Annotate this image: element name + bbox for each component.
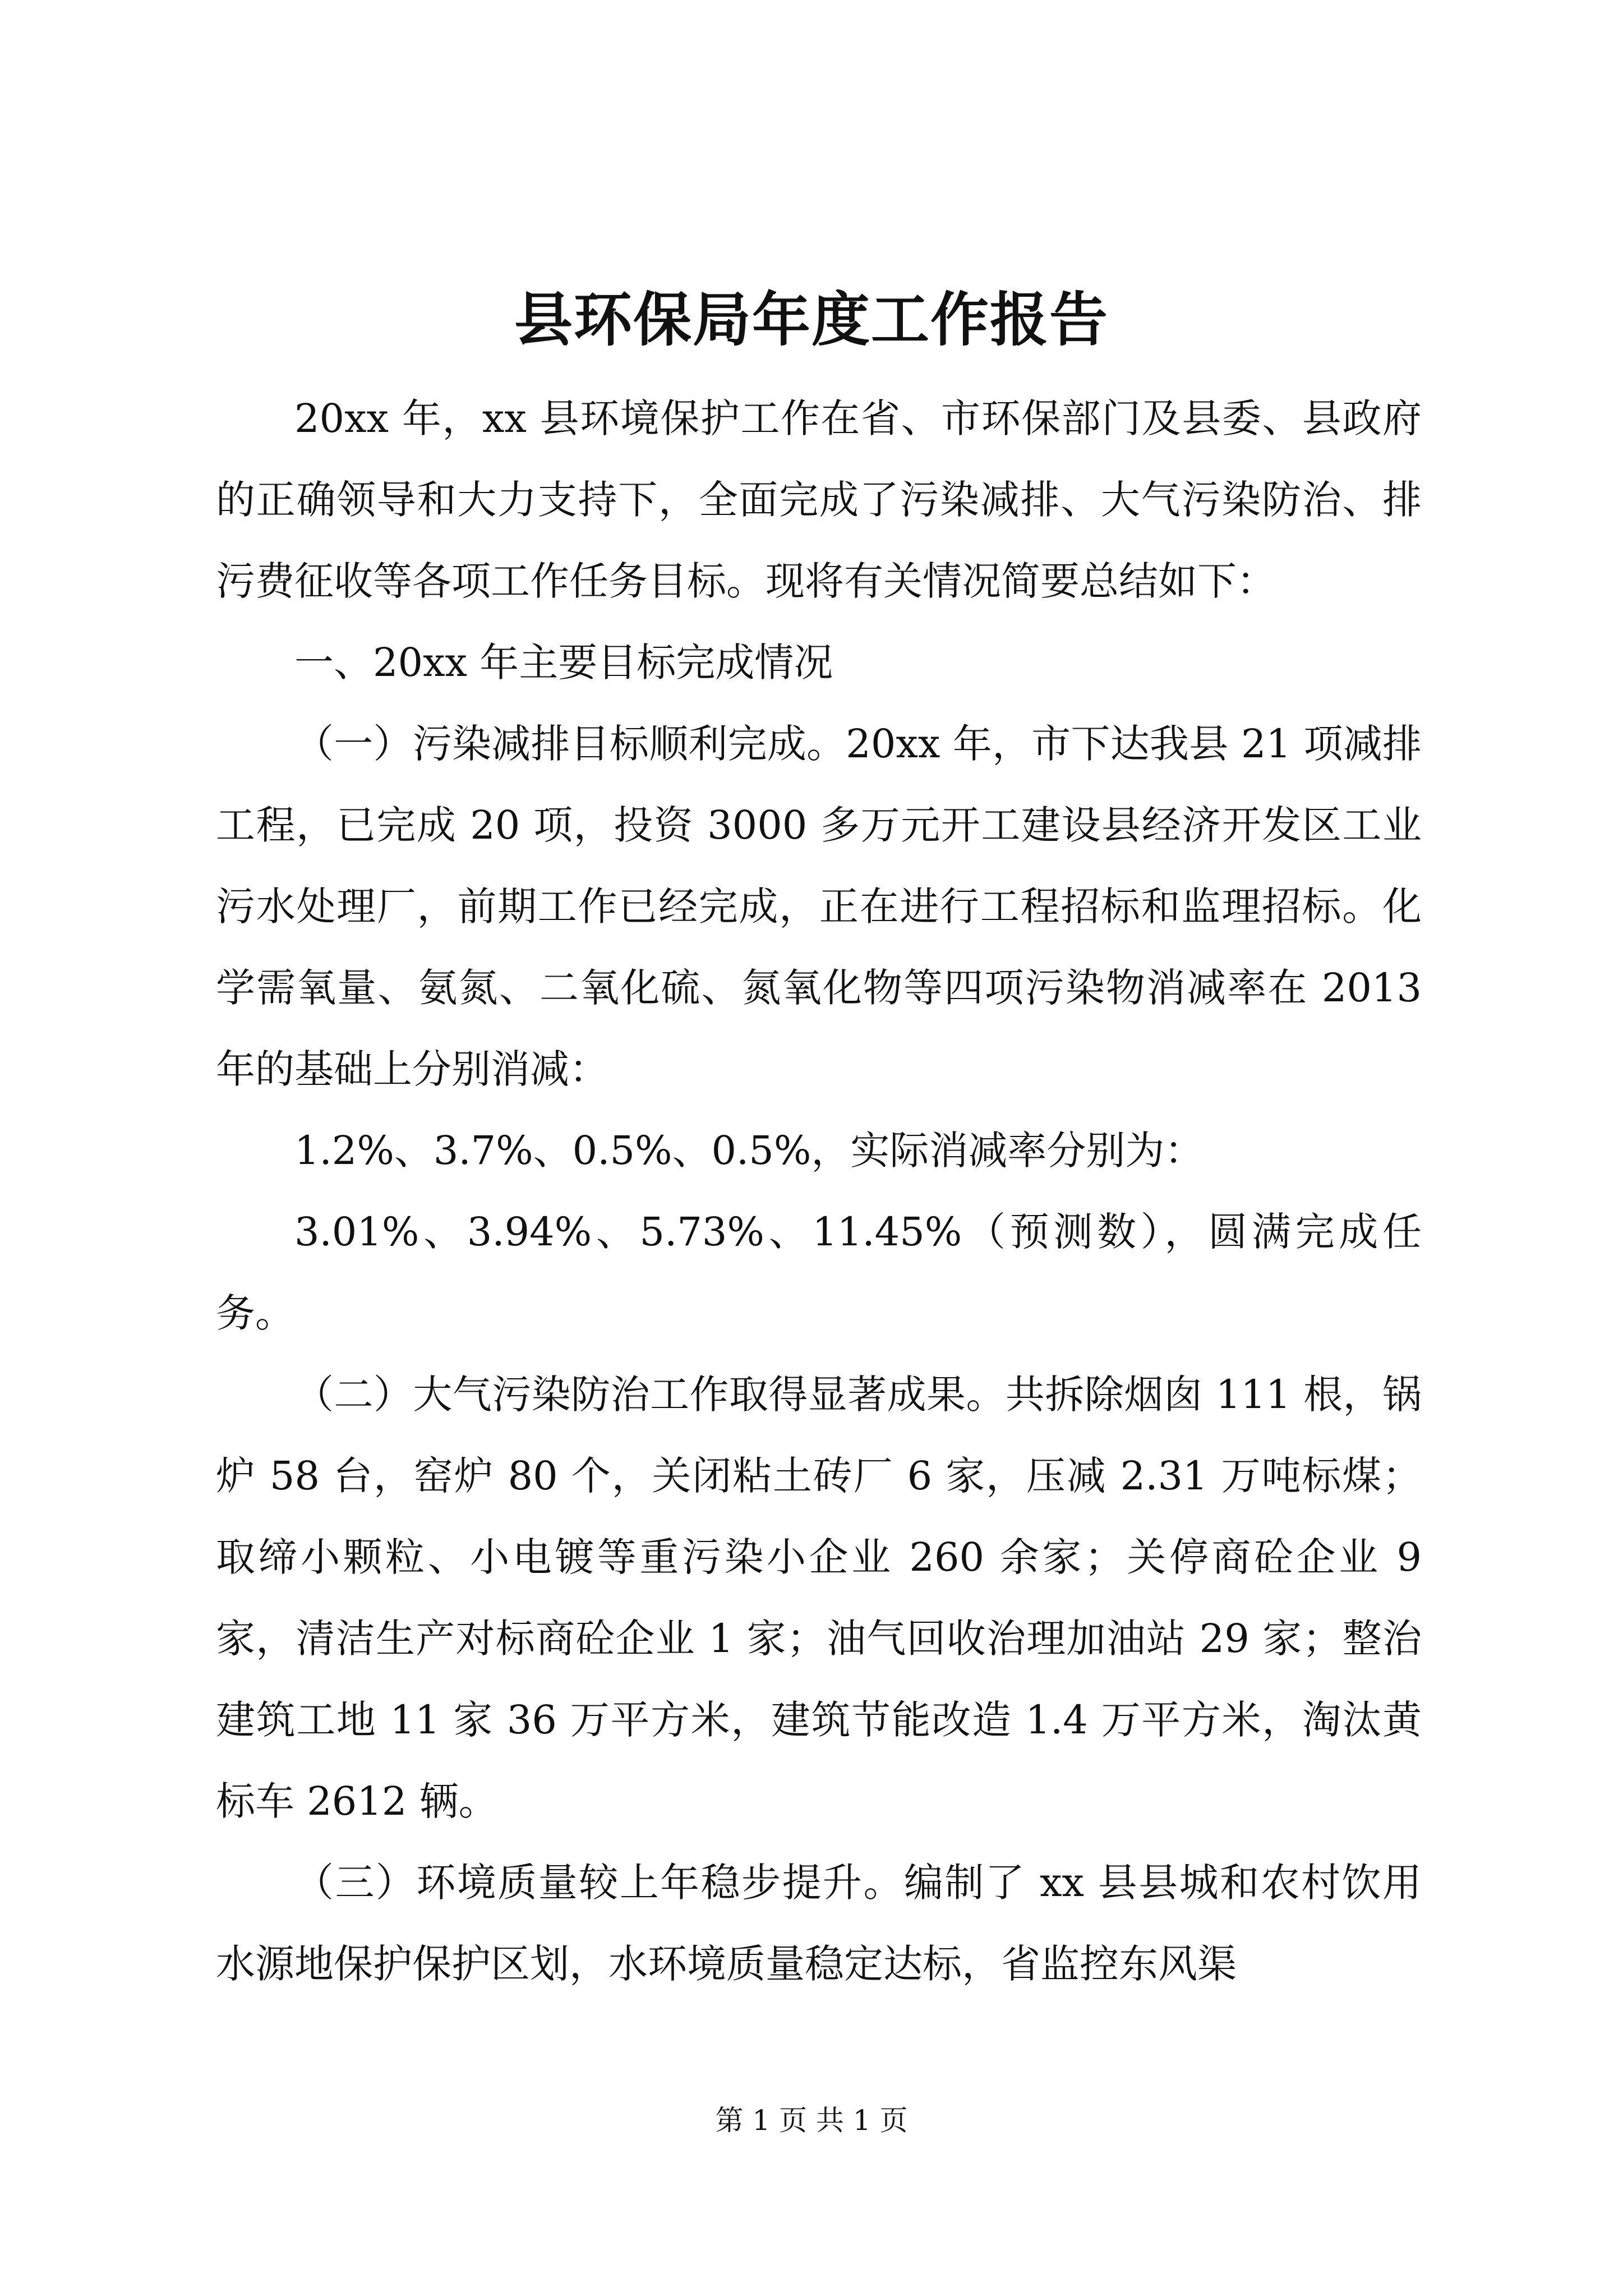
paragraph-actual-rates: 3.01%、3.94%、5.73%、11.45%（预测数），圆满完成任务。 [216,1209,1422,1336]
paragraph-environment-quality: （三）环境质量较上年稳步提升。编制了 xx 县县城和农村饮用水源地保护保护区划，水环境质量稳定达标，省监控东风渠 [216,1860,1422,1987]
paragraph-intro: 20xx 年，xx 县环境保护工作在省、市环保部门及县委、县政府的正确领导和大力支持下，全面完成了污染减排、大气污染防治、排污费征收等各项工作任务目标。现将有关情况简要总结如下： [216,395,1422,604]
document-body [216,378,1422,2005]
document-title: 县环保局年度工作报告 [514,285,1109,354]
paragraph-air-pollution: （二）大气污染防治工作取得显著成果。共拆除烟囱 111 根，锅炉 58 台，窑炉 80 个，关闭粘土砖厂 6 家，压减 2.31 万吨标煤；取缔小颗粒、小电镀等重污染小企业 260 余家；关停商砼企业 9 家，清洁生产对标商砼企业 1 家；油气回收治理加油站 29 家；整治建筑工地 11 家 36 万平方米，建筑节能改造 1.4 万平方米，淘汰黄标车 2612 辆。 [216,1372,1422,1824]
paragraph-section-heading: 一、20xx 年主要目标完成情况 [294,639,833,685]
paragraph-emission-reduction: （一）污染减排目标顺利完成。20xx 年，市下达我县 21 项减排工程，已完成 20 项，投资 3000 多万元开工建设县经济开发区工业污水处理厂，前期工作已经完成，正在进行工程招标和监理招标。化学需氧量、氨氮、二氧化硫、氮氧化物等四项污染物消减率在 2013 年的基础上分别消减： [216,721,1422,1092]
page-footer: 第 1 页 共 1 页 [715,2104,908,2137]
paragraph-target-rates: 1.2%、3.7%、0.5%、0.5%，实际消减率分别为： [294,1128,1204,1174]
